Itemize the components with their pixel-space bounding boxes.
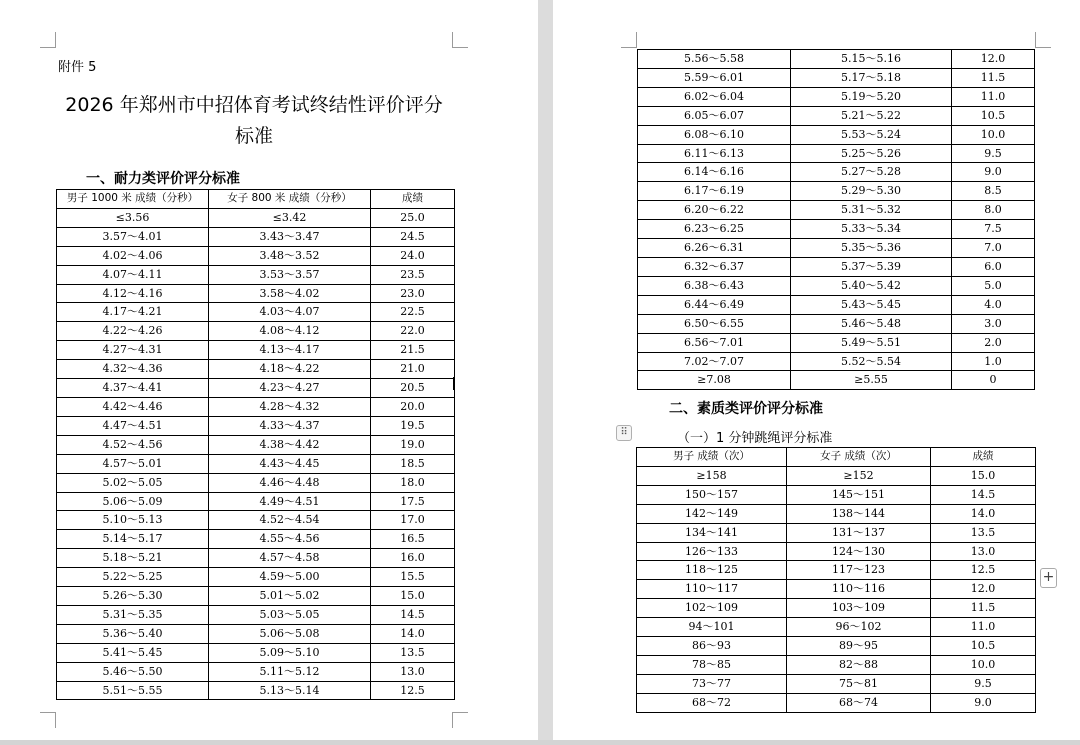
table-row — [57, 454, 455, 473]
table-row — [637, 523, 1036, 542]
cell-male[interactable]: 4.07～4.11 — [57, 265, 209, 284]
cell-female[interactable]: 117～123 — [787, 561, 931, 580]
cell-male[interactable]: 6.02～6.04 — [638, 87, 791, 106]
cell-score[interactable]: 6.0 — [952, 257, 1035, 276]
cell-male[interactable]: 73～77 — [637, 674, 787, 693]
table-row — [57, 568, 455, 587]
cell-score[interactable]: 11.5 — [952, 68, 1035, 87]
table-row — [57, 379, 455, 398]
cell-score[interactable]: 23.5 — [371, 265, 455, 284]
cell-score[interactable]: 15.0 — [371, 587, 455, 606]
header-score[interactable]: 成绩 — [931, 448, 1036, 467]
table-row — [57, 303, 455, 322]
cell-female[interactable]: 4.03～4.07 — [209, 303, 371, 322]
cell-score[interactable]: 13.0 — [931, 542, 1036, 561]
cell-male[interactable]: 5.46～5.50 — [57, 662, 209, 681]
table-row — [637, 655, 1036, 674]
cell-score[interactable]: 3.0 — [952, 314, 1035, 333]
page-gap — [538, 0, 553, 740]
cell-male[interactable]: 4.02～4.06 — [57, 246, 209, 265]
cell-score[interactable]: 1.0 — [952, 352, 1035, 371]
crop-mark-bottom-left — [40, 712, 56, 728]
cell-score[interactable]: 21.0 — [371, 360, 455, 379]
table-row — [57, 435, 455, 454]
cell-male[interactable]: 4.17～4.21 — [57, 303, 209, 322]
cell-female[interactable]: 5.35～5.36 — [791, 239, 952, 258]
cell-score[interactable]: 7.0 — [952, 239, 1035, 258]
cell-female[interactable]: 4.57～4.58 — [209, 549, 371, 568]
table-row — [57, 549, 455, 568]
table-row — [638, 87, 1035, 106]
cell-female[interactable]: 82～88 — [787, 655, 931, 674]
table-row — [638, 257, 1035, 276]
cell-score[interactable]: 10.5 — [931, 637, 1036, 656]
table-row — [638, 371, 1035, 390]
cell-female[interactable]: 5.01～5.02 — [209, 587, 371, 606]
cell-male[interactable]: 5.56～5.58 — [638, 50, 791, 69]
cell-male[interactable]: 142～149 — [637, 504, 787, 523]
cell-male[interactable]: 5.59～6.01 — [638, 68, 791, 87]
table-row — [57, 397, 455, 416]
cell-score[interactable]: 15.5 — [371, 568, 455, 587]
cell-male[interactable]: 7.02～7.07 — [638, 352, 791, 371]
cell-score[interactable]: 14.5 — [371, 605, 455, 624]
cell-score[interactable]: 8.0 — [952, 201, 1035, 220]
cell-male[interactable]: 5.31～5.35 — [57, 605, 209, 624]
cell-score[interactable]: 14.0 — [371, 624, 455, 643]
cell-female[interactable]: 5.53～5.24 — [791, 125, 952, 144]
cell-female[interactable]: 5.03～5.05 — [209, 605, 371, 624]
cell-male[interactable]: 5.10～5.13 — [57, 511, 209, 530]
rope-skipping-score-table — [636, 447, 1036, 713]
cell-female[interactable]: 5.52～5.54 — [791, 352, 952, 371]
table-row — [57, 416, 455, 435]
cell-score[interactable]: 20.5 — [371, 379, 455, 398]
crop-mark-top-right — [452, 32, 468, 48]
cell-male[interactable]: 4.52～4.56 — [57, 435, 209, 454]
table-row — [57, 492, 455, 511]
table-row — [57, 322, 455, 341]
cell-female[interactable]: 5.49～5.51 — [791, 333, 952, 352]
cell-female[interactable]: ≤3.42 — [209, 208, 371, 227]
table-row — [57, 624, 455, 643]
table-row — [638, 295, 1035, 314]
cell-score[interactable]: 11.5 — [931, 599, 1036, 618]
cell-male[interactable]: 5.14～5.17 — [57, 530, 209, 549]
cell-score[interactable]: 23.0 — [371, 284, 455, 303]
cell-score[interactable]: 19.5 — [371, 416, 455, 435]
table-row — [638, 163, 1035, 182]
table-row — [57, 643, 455, 662]
table-row — [638, 182, 1035, 201]
table-row — [638, 125, 1035, 144]
cell-female[interactable]: 5.19～5.20 — [791, 87, 952, 106]
cell-female[interactable]: 4.38～4.42 — [209, 435, 371, 454]
cell-female[interactable]: 4.33～4.37 — [209, 416, 371, 435]
cell-female[interactable]: 4.18～4.22 — [209, 360, 371, 379]
document-page-left[interactable] — [0, 0, 538, 740]
table-row — [57, 530, 455, 549]
cell-female[interactable]: 68～74 — [787, 693, 931, 712]
cell-female[interactable]: 5.40～5.42 — [791, 276, 952, 295]
cell-score[interactable]: 4.0 — [952, 295, 1035, 314]
cell-score[interactable]: 11.0 — [931, 618, 1036, 637]
cell-male[interactable]: 5.26～5.30 — [57, 587, 209, 606]
table-row — [57, 662, 455, 681]
table-row — [57, 360, 455, 379]
table-row — [638, 239, 1035, 258]
cell-score[interactable]: 16.5 — [371, 530, 455, 549]
table-row — [637, 580, 1036, 599]
table-row — [637, 674, 1036, 693]
table-row — [637, 504, 1036, 523]
table-row — [638, 276, 1035, 295]
cell-male[interactable]: 118～125 — [637, 561, 787, 580]
cell-female[interactable]: 5.46～5.48 — [791, 314, 952, 333]
cell-male[interactable]: 102～109 — [637, 599, 787, 618]
cell-score[interactable]: 10.0 — [931, 655, 1036, 674]
cell-score[interactable]: 24.5 — [371, 227, 455, 246]
table-row — [57, 605, 455, 624]
cell-male[interactable]: 6.23～6.25 — [638, 220, 791, 239]
cell-score[interactable]: 13.5 — [931, 523, 1036, 542]
cell-male[interactable]: 5.22～5.25 — [57, 568, 209, 587]
table-row — [637, 618, 1036, 637]
cell-score[interactable]: 14.5 — [931, 485, 1036, 504]
crop-mark-bottom-right — [452, 712, 468, 728]
cell-female[interactable]: 3.53～3.57 — [209, 265, 371, 284]
cell-score[interactable]: 9.5 — [931, 674, 1036, 693]
table-row — [638, 220, 1035, 239]
header-female-count[interactable]: 女子 成绩（次） — [787, 448, 931, 467]
cell-score[interactable]: 8.5 — [952, 182, 1035, 201]
cell-score[interactable]: 14.0 — [931, 504, 1036, 523]
endurance-score-table-continued — [637, 49, 1035, 390]
cell-score[interactable]: 13.5 — [371, 643, 455, 662]
table-row — [637, 693, 1036, 712]
cell-female[interactable]: 5.37～5.39 — [791, 257, 952, 276]
cell-score[interactable]: 10.5 — [952, 106, 1035, 125]
cell-male[interactable]: 5.36～5.40 — [57, 624, 209, 643]
cell-male[interactable]: 5.41～5.45 — [57, 643, 209, 662]
endurance-score-table — [56, 189, 455, 700]
table-row — [638, 201, 1035, 220]
cell-female[interactable]: 5.15～5.16 — [791, 50, 952, 69]
cell-female[interactable]: 5.25～5.26 — [791, 144, 952, 163]
cell-score[interactable]: 0 — [952, 371, 1035, 390]
cell-female[interactable]: 96～102 — [787, 618, 931, 637]
cell-male[interactable]: 6.56～7.01 — [638, 333, 791, 352]
table-row — [637, 466, 1036, 485]
table-row — [57, 587, 455, 606]
cell-female[interactable]: 110～116 — [787, 580, 931, 599]
table-row — [638, 106, 1035, 125]
table-row — [638, 314, 1035, 333]
cell-score[interactable]: 21.5 — [371, 341, 455, 360]
cell-male[interactable]: 6.08～6.10 — [638, 125, 791, 144]
table-row — [57, 341, 455, 360]
cell-male[interactable]: 4.57～5.01 — [57, 454, 209, 473]
table-row — [638, 333, 1035, 352]
cell-male[interactable]: ≤3.56 — [57, 208, 209, 227]
cell-score[interactable]: 24.0 — [371, 246, 455, 265]
cell-female[interactable]: 4.49～4.51 — [209, 492, 371, 511]
table-row — [637, 485, 1036, 504]
cell-male[interactable]: 78～85 — [637, 655, 787, 674]
document-title-line-1: 2026 年郑州市中招体育考试终结性评价评分 — [65, 94, 443, 116]
cell-male[interactable]: 94～101 — [637, 618, 787, 637]
attachment-label: 附件 5 — [58, 60, 97, 75]
cell-female[interactable]: 5.13～5.14 — [209, 681, 371, 700]
cell-male[interactable]: ≥7.08 — [638, 371, 791, 390]
cell-male[interactable]: 150～157 — [637, 485, 787, 504]
cell-female[interactable]: 4.23～4.27 — [209, 379, 371, 398]
cell-male[interactable]: 126～133 — [637, 542, 787, 561]
cell-male[interactable]: 6.05～6.07 — [638, 106, 791, 125]
cell-male[interactable]: 4.12～4.16 — [57, 284, 209, 303]
cell-male[interactable]: 6.20～6.22 — [638, 201, 791, 220]
cell-female[interactable]: 89～95 — [787, 637, 931, 656]
cell-male[interactable]: 4.37～4.41 — [57, 379, 209, 398]
cell-female[interactable]: 124～130 — [787, 542, 931, 561]
cell-male[interactable]: 86～93 — [637, 637, 787, 656]
document-title-line-2: 标准 — [234, 125, 273, 147]
cell-score[interactable]: 19.0 — [371, 435, 455, 454]
table-row — [637, 542, 1036, 561]
text-cursor — [453, 377, 455, 390]
cell-male[interactable]: ≥158 — [637, 466, 787, 485]
cell-female[interactable]: 3.43～3.47 — [209, 227, 371, 246]
cell-score[interactable]: 22.5 — [371, 303, 455, 322]
subsection-heading-rope-skipping: （一）1 分钟跳绳评分标准 — [677, 431, 833, 446]
table-row — [638, 50, 1035, 69]
cell-female[interactable]: 4.13～4.17 — [209, 341, 371, 360]
section-heading-endurance: 一、耐力类评价评分标准 — [86, 171, 240, 187]
cell-male[interactable]: 68～72 — [637, 693, 787, 712]
table-row — [57, 284, 455, 303]
cell-female[interactable]: 4.28～4.32 — [209, 397, 371, 416]
crop-mark-top-left — [621, 32, 637, 48]
cell-male[interactable]: 6.50～6.55 — [638, 314, 791, 333]
cell-score[interactable]: 17.5 — [371, 492, 455, 511]
cell-male[interactable]: 5.06～5.09 — [57, 492, 209, 511]
table-header-row — [57, 190, 455, 209]
cell-female[interactable]: 4.55～4.56 — [209, 530, 371, 549]
table-row — [638, 144, 1035, 163]
cell-score[interactable]: 15.0 — [931, 466, 1036, 485]
cell-female[interactable]: 103～109 — [787, 599, 931, 618]
cell-score[interactable]: 13.0 — [371, 662, 455, 681]
cell-female[interactable]: 145～151 — [787, 485, 931, 504]
table-row — [638, 352, 1035, 371]
table-row — [57, 511, 455, 530]
cell-female[interactable]: 5.21～5.22 — [791, 106, 952, 125]
cell-male[interactable]: 3.57～4.01 — [57, 227, 209, 246]
cell-female[interactable]: 5.33～5.34 — [791, 220, 952, 239]
cell-female[interactable]: 5.27～5.28 — [791, 163, 952, 182]
table-row — [57, 681, 455, 700]
table-row — [637, 561, 1036, 580]
cell-score[interactable]: 22.0 — [371, 322, 455, 341]
cell-female[interactable]: ≥152 — [787, 466, 931, 485]
cell-female[interactable]: 4.59～5.00 — [209, 568, 371, 587]
table-row — [57, 265, 455, 284]
cell-female[interactable]: 5.11～5.12 — [209, 662, 371, 681]
cell-female[interactable]: 138～144 — [787, 504, 931, 523]
cell-male[interactable]: 4.22～4.26 — [57, 322, 209, 341]
cell-female[interactable]: 4.43～4.45 — [209, 454, 371, 473]
cell-score[interactable]: 20.0 — [371, 397, 455, 416]
cell-score[interactable]: 5.0 — [952, 276, 1035, 295]
header-score[interactable]: 成绩 — [371, 190, 455, 209]
table-move-handle[interactable]: ⠿ — [616, 425, 632, 441]
cell-score[interactable]: 11.0 — [952, 87, 1035, 106]
cell-female[interactable]: 5.09～5.10 — [209, 643, 371, 662]
cell-male[interactable]: 4.42～4.46 — [57, 397, 209, 416]
cell-male[interactable]: 6.26～6.31 — [638, 239, 791, 258]
cell-score[interactable]: 10.0 — [952, 125, 1035, 144]
header-male-1000m[interactable]: 男子 1000 米 成绩（分秒） — [57, 190, 209, 209]
cell-score[interactable]: 9.0 — [952, 163, 1035, 182]
table-row — [57, 208, 455, 227]
header-male-count[interactable]: 男子 成绩（次） — [637, 448, 787, 467]
cell-male[interactable]: 6.44～6.49 — [638, 295, 791, 314]
cell-male[interactable]: 5.51～5.55 — [57, 681, 209, 700]
cell-female[interactable]: 5.43～5.45 — [791, 295, 952, 314]
add-row-button[interactable]: + — [1040, 568, 1057, 588]
crop-mark-top-left — [40, 32, 56, 48]
cell-female[interactable]: 4.46～4.48 — [209, 473, 371, 492]
cell-female[interactable]: 4.08～4.12 — [209, 322, 371, 341]
cell-score[interactable]: 18.0 — [371, 473, 455, 492]
cell-male[interactable]: 5.02～5.05 — [57, 473, 209, 492]
cell-female[interactable]: 131～137 — [787, 523, 931, 542]
cell-female[interactable]: 5.31～5.32 — [791, 201, 952, 220]
cell-score[interactable]: 12.5 — [371, 681, 455, 700]
section-heading-quality: 二、素质类评价评分标准 — [669, 401, 823, 417]
cell-male[interactable]: 6.32～6.37 — [638, 257, 791, 276]
cell-male[interactable]: 4.27～4.31 — [57, 341, 209, 360]
cell-male[interactable]: 6.14～6.16 — [638, 163, 791, 182]
cell-female[interactable]: 4.52～4.54 — [209, 511, 371, 530]
table-row — [637, 637, 1036, 656]
table-row — [57, 246, 455, 265]
cell-male[interactable]: 4.47～4.51 — [57, 416, 209, 435]
cell-male[interactable]: 5.18～5.21 — [57, 549, 209, 568]
cell-male[interactable]: 6.17～6.19 — [638, 182, 791, 201]
table-row — [57, 473, 455, 492]
cell-female[interactable]: 3.48～3.52 — [209, 246, 371, 265]
cell-female[interactable]: 5.29～5.30 — [791, 182, 952, 201]
cell-score[interactable]: 12.0 — [952, 50, 1035, 69]
cell-male[interactable]: 6.11～6.13 — [638, 144, 791, 163]
cell-score[interactable]: 12.5 — [931, 561, 1036, 580]
header-female-800m[interactable]: 女子 800 米 成绩（分秒） — [209, 190, 371, 209]
table-row — [637, 599, 1036, 618]
cell-score[interactable]: 7.5 — [952, 220, 1035, 239]
cell-female[interactable]: 75～81 — [787, 674, 931, 693]
cell-score[interactable]: 25.0 — [371, 208, 455, 227]
table-row — [57, 227, 455, 246]
cell-score[interactable]: 2.0 — [952, 333, 1035, 352]
cell-female[interactable]: ≥5.55 — [791, 371, 952, 390]
cell-score[interactable]: 18.5 — [371, 454, 455, 473]
cell-male[interactable]: 110～117 — [637, 580, 787, 599]
document-title — [56, 90, 452, 152]
cell-score[interactable]: 9.5 — [952, 144, 1035, 163]
cell-female[interactable]: 5.06～5.08 — [209, 624, 371, 643]
status-bar — [0, 740, 1080, 745]
cell-female[interactable]: 3.58～4.02 — [209, 284, 371, 303]
cell-male[interactable]: 4.32～4.36 — [57, 360, 209, 379]
cell-male[interactable]: 134～141 — [637, 523, 787, 542]
table-row — [638, 68, 1035, 87]
table-header-row — [637, 448, 1036, 467]
cell-score[interactable]: 17.0 — [371, 511, 455, 530]
crop-mark-top-right — [1035, 32, 1051, 48]
cell-male[interactable]: 6.38～6.43 — [638, 276, 791, 295]
cell-female[interactable]: 5.17～5.18 — [791, 68, 952, 87]
cell-score[interactable]: 12.0 — [931, 580, 1036, 599]
cell-score[interactable]: 9.0 — [931, 693, 1036, 712]
cell-score[interactable]: 16.0 — [371, 549, 455, 568]
